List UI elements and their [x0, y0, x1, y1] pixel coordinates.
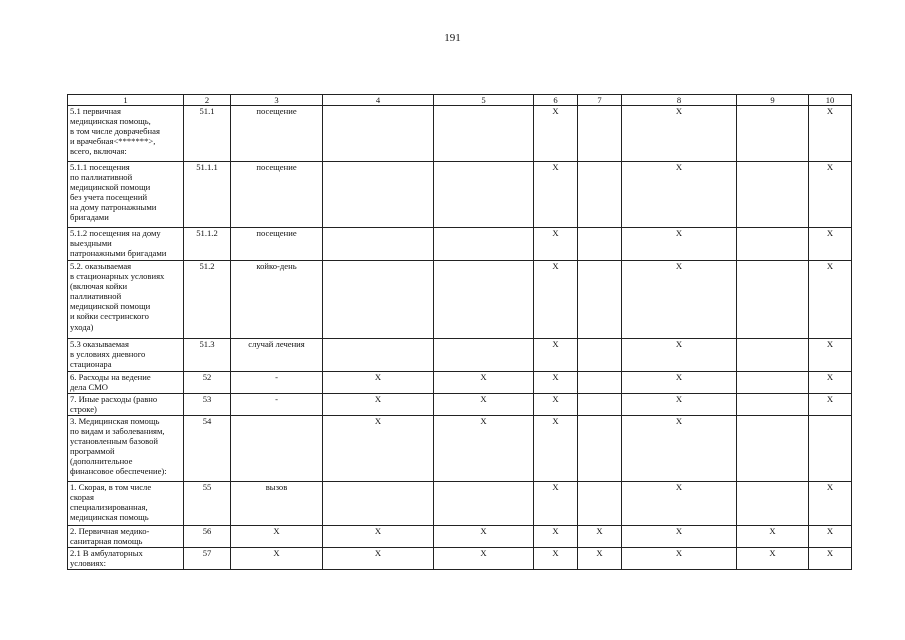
- header-cell: 2: [184, 95, 231, 106]
- header-cell: 1: [68, 95, 184, 106]
- col5-cell: [434, 261, 534, 339]
- col9-cell: [737, 261, 809, 339]
- col6-cell: X: [534, 482, 578, 526]
- col6-cell: X: [534, 526, 578, 548]
- table-row: [68, 394, 852, 416]
- col5-cell: X: [434, 548, 534, 570]
- col8-cell: X: [622, 416, 737, 482]
- col8-cell: X: [622, 526, 737, 548]
- col5-cell: [434, 339, 534, 372]
- col10-cell: X: [809, 482, 852, 526]
- col8-cell: X: [622, 548, 737, 570]
- row-code-cell: 51.1.2: [184, 228, 231, 261]
- row-code-cell: 55: [184, 482, 231, 526]
- col4-cell: X: [323, 526, 434, 548]
- col4-cell: X: [323, 394, 434, 416]
- col5-cell: [434, 228, 534, 261]
- row-code-cell: 56: [184, 526, 231, 548]
- row-unit-cell: X: [231, 526, 323, 548]
- col6-cell: X: [534, 372, 578, 394]
- row-unit-cell: посещение: [231, 228, 323, 261]
- col10-cell: X: [809, 548, 852, 570]
- table-row: [68, 228, 852, 261]
- header-row: [68, 95, 852, 106]
- row-code-cell: 53: [184, 394, 231, 416]
- col10-cell: X: [809, 394, 852, 416]
- col4-cell: [323, 228, 434, 261]
- col8-cell: X: [622, 106, 737, 162]
- header-cell: 8: [622, 95, 737, 106]
- col6-cell: X: [534, 261, 578, 339]
- col6-cell: X: [534, 162, 578, 228]
- table-row: [68, 106, 852, 162]
- col10-cell: X: [809, 228, 852, 261]
- col9-cell: [737, 339, 809, 372]
- row-unit-cell: посещение: [231, 162, 323, 228]
- row-code-cell: 57: [184, 548, 231, 570]
- header-cell: 6: [534, 95, 578, 106]
- col10-cell: X: [809, 106, 852, 162]
- col5-cell: X: [434, 416, 534, 482]
- row-name-cell: 5.1 первичная медицинская помощь, в том числе доврачебная и врачебная<*******>, всего, включая:: [68, 106, 184, 162]
- col9-cell: X: [737, 548, 809, 570]
- col10-cell: X: [809, 339, 852, 372]
- row-code-cell: 54: [184, 416, 231, 482]
- col5-cell: [434, 162, 534, 228]
- header-cell: 7: [578, 95, 622, 106]
- table-row: [68, 482, 852, 526]
- table-row: [68, 162, 852, 228]
- col6-cell: X: [534, 106, 578, 162]
- col4-cell: X: [323, 548, 434, 570]
- col8-cell: X: [622, 394, 737, 416]
- col8-cell: X: [622, 228, 737, 261]
- table-row: [68, 261, 852, 339]
- col5-cell: X: [434, 372, 534, 394]
- row-name-cell: 5.2. оказываемая в стационарных условиях (включая койки паллиативной медицинской помощи и койки сестринского ухода): [68, 261, 184, 339]
- col6-cell: X: [534, 394, 578, 416]
- col7-cell: [578, 339, 622, 372]
- row-name-cell: 1. Скорая, в том числе скорая специализированная, медицинская помощь: [68, 482, 184, 526]
- col8-cell: X: [622, 482, 737, 526]
- col7-cell: [578, 106, 622, 162]
- header-cell: 3: [231, 95, 323, 106]
- col9-cell: [737, 372, 809, 394]
- col10-cell: X: [809, 526, 852, 548]
- col8-cell: X: [622, 162, 737, 228]
- col7-cell: [578, 416, 622, 482]
- col9-cell: [737, 228, 809, 261]
- col9-cell: [737, 482, 809, 526]
- col8-cell: X: [622, 372, 737, 394]
- col6-cell: X: [534, 548, 578, 570]
- col8-cell: X: [622, 339, 737, 372]
- row-name-cell: 3. Медицинская помощь по видам и заболеваниям, установленным базовой программой (дополнительное финансовое обеспечение):: [68, 416, 184, 482]
- row-code-cell: 51.2: [184, 261, 231, 339]
- col9-cell: [737, 416, 809, 482]
- table-row: [68, 339, 852, 372]
- row-code-cell: 51.1.1: [184, 162, 231, 228]
- row-unit-cell: посещение: [231, 106, 323, 162]
- col4-cell: [323, 482, 434, 526]
- row-code-cell: 51.1: [184, 106, 231, 162]
- col7-cell: [578, 372, 622, 394]
- table-row: [68, 372, 852, 394]
- row-code-cell: 52: [184, 372, 231, 394]
- col7-cell: [578, 394, 622, 416]
- col9-cell: [737, 162, 809, 228]
- col5-cell: X: [434, 394, 534, 416]
- row-name-cell: 2.1 В амбулаторных условиях:: [68, 548, 184, 570]
- col9-cell: X: [737, 526, 809, 548]
- col5-cell: X: [434, 526, 534, 548]
- col8-cell: X: [622, 261, 737, 339]
- col5-cell: [434, 106, 534, 162]
- row-name-cell: 5.3 оказываемая в условиях дневного стационара: [68, 339, 184, 372]
- row-name-cell: 7. Иные расходы (равно строке): [68, 394, 184, 416]
- header-cell: 10: [809, 95, 852, 106]
- row-name-cell: 6. Расходы на ведение дела СМО: [68, 372, 184, 394]
- col7-cell: [578, 162, 622, 228]
- col9-cell: [737, 106, 809, 162]
- header-cell: 4: [323, 95, 434, 106]
- col7-cell: [578, 228, 622, 261]
- row-name-cell: 5.1.1 посещения по паллиативной медицинской помощи без учета посещений на дому патронажными бригадами: [68, 162, 184, 228]
- col4-cell: [323, 162, 434, 228]
- col4-cell: X: [323, 416, 434, 482]
- row-name-cell: 5.1.2 посещения на дому выездными патронажными бригадами: [68, 228, 184, 261]
- col5-cell: [434, 482, 534, 526]
- col6-cell: X: [534, 228, 578, 261]
- col6-cell: X: [534, 416, 578, 482]
- row-unit-cell: -: [231, 394, 323, 416]
- data-table: [67, 94, 852, 570]
- col4-cell: [323, 106, 434, 162]
- col9-cell: [737, 394, 809, 416]
- row-unit-cell: X: [231, 548, 323, 570]
- row-unit-cell: случай лечения: [231, 339, 323, 372]
- table-row: [68, 416, 852, 482]
- header-cell: 5: [434, 95, 534, 106]
- table-row: [68, 548, 852, 570]
- row-name-cell: 2. Первичная медико- санитарная помощь: [68, 526, 184, 548]
- page-number: 191: [444, 32, 461, 44]
- col7-cell: X: [578, 526, 622, 548]
- row-unit-cell: -: [231, 372, 323, 394]
- row-unit-cell: [231, 416, 323, 482]
- row-unit-cell: вызов: [231, 482, 323, 526]
- col10-cell: X: [809, 261, 852, 339]
- col7-cell: [578, 482, 622, 526]
- col4-cell: X: [323, 372, 434, 394]
- col10-cell: X: [809, 162, 852, 228]
- header-cell: 9: [737, 95, 809, 106]
- col10-cell: X: [809, 372, 852, 394]
- col4-cell: [323, 339, 434, 372]
- row-unit-cell: койко-день: [231, 261, 323, 339]
- col7-cell: X: [578, 548, 622, 570]
- table-row: [68, 526, 852, 548]
- col6-cell: X: [534, 339, 578, 372]
- col4-cell: [323, 261, 434, 339]
- col10-cell: [809, 416, 852, 482]
- row-code-cell: 51.3: [184, 339, 231, 372]
- col7-cell: [578, 261, 622, 339]
